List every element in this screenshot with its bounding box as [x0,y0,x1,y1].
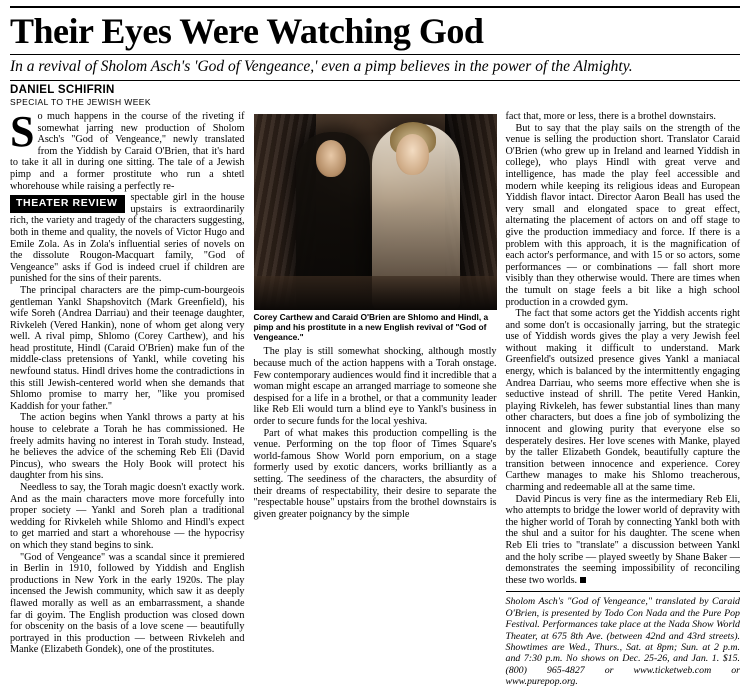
paragraph [10,192,245,285]
production-info [506,596,741,687]
paragraph: Needless to say, the Torah magic doesn't exactly work. And as the main characters move more forcefully into proper society — Yankl and Soreh plan a traditional wedding for Rivkeleh while Shlomo and Hindl's expect to get married and start a whorehouse — the hypocrisy on which they stand begins to sink. [10,482,245,551]
tail-separator [506,591,741,592]
byline: DANIEL SCHIFRIN [10,84,115,96]
paragraph: The play is still somewhat shocking, although mostly because much of the action happens with a Torah onstage. Few contemporary audiences would find it incredible that a woman might escape an arranged marriage to someone she despised for a life in a brothel, or that a community leader like Reb Eli would turn a blind eye to Yankl's business in order to secure funds for the local yeshiva. [253,346,497,427]
paragraph: The principal characters are the pimp-cum-bourgeois gentleman Yankl Shapshovitch (Mark Greenfield), his wife Soreh (Andrea Darriau) and their teenage daughter, Rivkeleh (Vered Hankin), none of whom get along very well. A rival pimp, Shlomo (Corey Carthew), and his head prostitute, Hindl (Caraid O'Brien) make fun of the middle-class pretensions of Yankl, while coveting his newfound status. Hindl drives home the contradictions in this still Jewish-centered world when she demands that Shlomo promise to marry her, "like you promised Kaddish for your father." [10,284,245,412]
column-2 [254,111,497,581]
article-columns [10,107,740,688]
paragraph: "God of Vengeance" was a scandal since it premiered in Berlin in 1910, followed by Yiddish and English productions in New York in the early 1920s. The play incensed the Jewish community, which saw it as deeply flawed morally as well as an embarrassment, a shande far di goyim. The English production was closed down for obscenity on the basis of a love scene — beautifully portrayed in this production — between Rivkeleh and Manke (Elizabeth Gondek), one of the prostitutes. [10,551,245,656]
paragraph: fact that, more or less, there is a brothel downstairs. [505,111,716,122]
page-title: Their Eyes Were Watching God [10,11,484,51]
photo-stage-floor [254,276,497,310]
top-rule [10,6,740,8]
article-photo [254,114,497,310]
paragraph [506,494,741,587]
paragraph: The action begins when Yankl throws a party at his house to celebrate a Torah he has commissioned. He freely admits having no interest in Torah study. Instead, he believes the advice of the scheming Reb Eli (David Pincus), who swears the Holy Book will protect his daughter from his sins. [10,412,245,482]
theater-review-badge: THEATER REVIEW [10,195,125,213]
article-photo-block [254,114,497,342]
paragraph-text: o much happens in the course of the riveting if somewhat jarring new production of Sholom Asch's "God of Vengeance," newly translated from the Yiddish by Caraid O'Brien, that it's hard to take it all in during one sitting. The tale of a Jewish pimp and a former prostitute who run a shtetl whorehouse while raising a perfectly re- [10,111,245,192]
production-info-text: Sholom Asch's "God of Vengeance," translated by Caraid O'Brien, is presented by Todo Con Nada and the Pure Pop Festival. Performances take place at the Nada Show World Theater, at 675 8th Ave. (between 42nd and 43rd streets). Showtimes are Wed., Thurs., Sat. at 8pm; Sun. at 2 p.m. and 7:30 p.m. No shows on Dec. 25-26, and Jan. 1. $15. (800) 965-4827 or www.ticketweb.com or www.purepop.org. [505,596,740,688]
column-3 [505,111,741,688]
paragraph-text: spectable girl in the house upstairs is extraordinarily rich, the variety and tragedy of the characters suggesting, both in theme and quality, the novels of Victor Hugo and Emile Zola. As in Zola's influential series of novels on the dissolute Rougon-Macquart family, "God of Vengeance" asks if God is indeed cruel if children are punished for the sins of their parents. [10,192,245,285]
deck-subtitle: In a revival of Sholom Asch's 'God of Vengeance,' even a pimp believes in the power of the Almighty. [10,58,633,75]
column-1 [10,107,245,656]
photo-face-right [396,134,429,175]
photo-caption: Corey Carthew and Caraid O'Brien are Shlomo and Hindl, a pimp and his prostitute in a new English revival of "God of Vengeance." [253,312,489,342]
end-mark [580,577,586,583]
paragraph: But to say that the play sails on the strength of the venue is selling the production short. Translator Caraid O'Brien (who grew up in Ireland and learned Yiddish in college), who plays Hindl with great verve and intelligence, has made the play feel accessible and modern while keeping its religious ideas and European Yiddish flavor intact. Director Aaron Beall has used the very small and elongated space to great effect, alternating the placement of actors on and off stage to give the production immediacy and force. If there is a problem with this approach, it is the magnification of each actor's performance, and with 15 or so actors, some performances — or combinations — fall short more visibly than they otherwise would. There are times when the tumult on stage feels a bit like a high school production in a crowded gym. [505,122,740,308]
deck-rule [10,80,740,81]
headline-rule [10,54,740,55]
paragraph-text: David Pincus is very fine as the intermediary Reb Eli, who attempts to bridge the lower world of depravity with the higher world of Torah by connecting Yankl both with the shul and a suitor for his daughter. The scene when Reb Eli tries to "translate" a discussion between Yankl and the holy scribe — played sweetly by Shane Baker — demonstrates the seeming impossibility of reconciling these two worlds. [505,493,740,586]
paragraph: Part of what makes this production compelling is the venue. Performing on the top floor of Times Square's world-famous Show World porn emporium, on a stage formerly used by exotic dancers, works brilliantly as a setting. The seediness of the characters, the absurdity of their dreams of respectability, their desire to separate the "respectable house" upstairs from the brothel downstairs is given greater poignancy by the simple [253,427,497,520]
byline-credit: SPECIAL TO THE JEWISH WEEK [10,97,151,107]
drop-cap: S [10,107,35,156]
photo-face-left [316,140,346,177]
paragraph: The fact that some actors get the Yiddish accents right and some don't is occasionally jarring, but the strategic use of Yiddish words gives the play a very Jewish feel without making it difficult to understand. Mark Greenfield's outsized presence gives Yankl a maniacal energy, which is balanced by the intermittently engaging Andrea Darriau, who seems more effective when she is seductive instead of shrill. The petite Vered Hankin, playing Rivkeleh, has fewer substantial lines than many other characters, but does a fine job of symbolizing the innocent and glowing purity that everyone else so desperately desires. Her love scenes with Manke, played by the taller Elizabeth Gondek, beautifully capture the transition between innocence and experience. Corey Carthew manages to make his Shlomo treacherous, charming and redeemable all at the same time. [505,308,740,493]
paragraph [10,107,245,192]
